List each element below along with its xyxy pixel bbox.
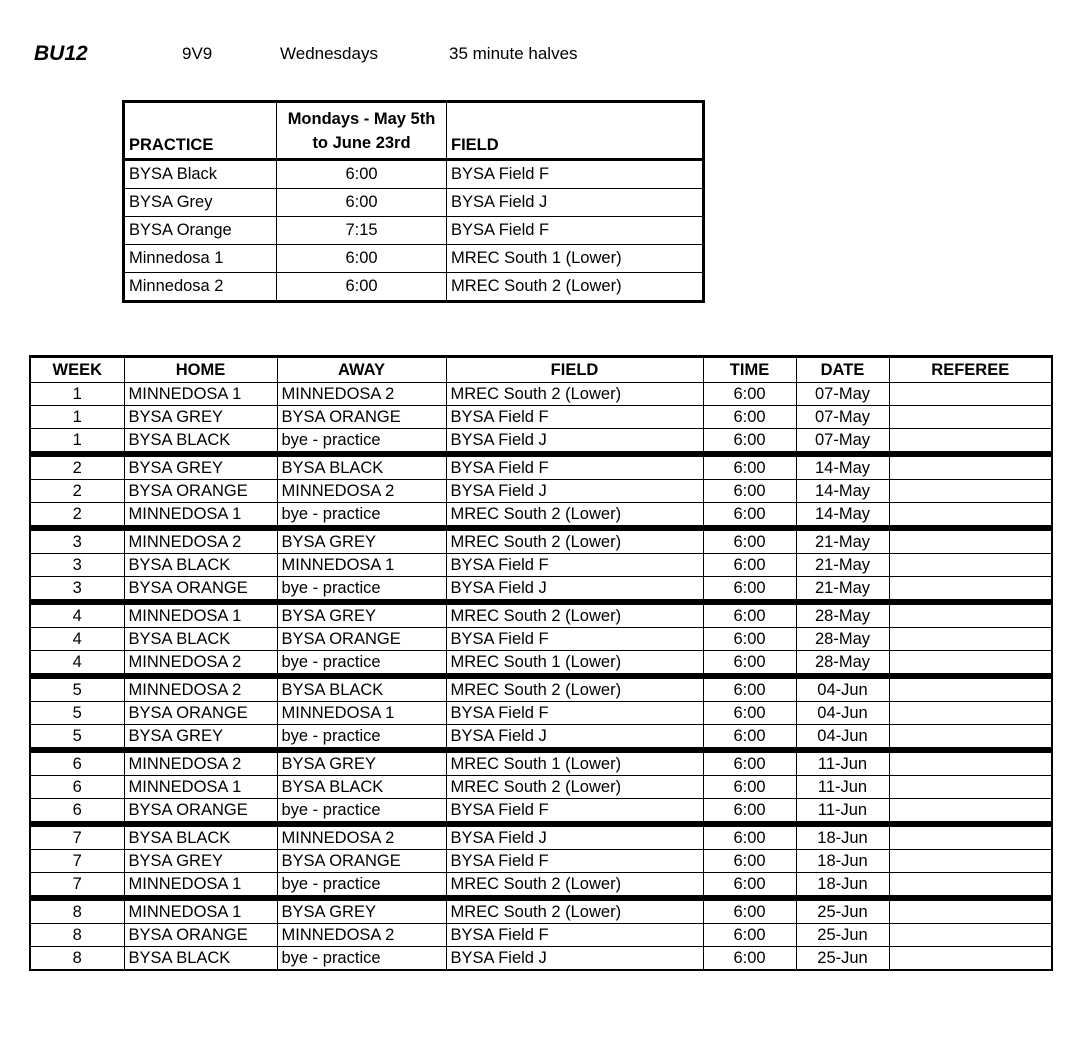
field-cell: MREC South 2 (Lower) <box>446 776 703 799</box>
table-row <box>30 480 1052 503</box>
away-cell: BYSA ORANGE <box>277 850 446 873</box>
schedule-table <box>29 355 1053 971</box>
week-cell: 8 <box>30 924 124 947</box>
table-row <box>30 577 1052 603</box>
week-cell: 1 <box>30 383 124 406</box>
home-cell: MINNEDOSA 1 <box>124 873 277 899</box>
time-cell: 6:00 <box>703 406 796 429</box>
time-cell: 6:00 <box>703 554 796 577</box>
field-cell: MREC South 2 (Lower) <box>446 528 703 554</box>
game-format: 9V9 <box>182 44 213 63</box>
date-cell: 28-May <box>796 602 889 628</box>
referee-cell[interactable] <box>889 651 1052 677</box>
time-cell: 6:00 <box>703 824 796 850</box>
table-row <box>30 383 1052 406</box>
field-cell: BYSA Field J <box>446 824 703 850</box>
referee-cell[interactable] <box>889 528 1052 554</box>
field-cell: BYSA Field F <box>446 454 703 480</box>
time-cell: 6:00 <box>703 725 796 751</box>
away-cell: bye - practice <box>277 725 446 751</box>
away-cell: bye - practice <box>277 947 446 971</box>
practice-team: BYSA Black <box>124 160 277 189</box>
date-cell: 25-Jun <box>796 898 889 924</box>
date-cell: 14-May <box>796 503 889 529</box>
home-cell: MINNEDOSA 1 <box>124 898 277 924</box>
away-cell: BYSA GREY <box>277 528 446 554</box>
date-cell: 25-Jun <box>796 924 889 947</box>
week-cell: 3 <box>30 554 124 577</box>
practice-time: 6:00 <box>277 189 447 217</box>
field-cell: MREC South 1 (Lower) <box>446 651 703 677</box>
time-cell: 6:00 <box>703 702 796 725</box>
home-cell: BYSA GREY <box>124 454 277 480</box>
practice-time: 7:15 <box>277 217 447 245</box>
time-cell: 6:00 <box>703 750 796 776</box>
practice-col-field: FIELD <box>447 102 704 160</box>
away-cell: BYSA BLACK <box>277 454 446 480</box>
week-cell: 7 <box>30 873 124 899</box>
date-cell: 04-Jun <box>796 702 889 725</box>
home-cell: BYSA ORANGE <box>124 799 277 825</box>
halves-length: 35 minute halves <box>449 44 578 63</box>
col-home: HOME <box>124 357 277 383</box>
field-cell: MREC South 2 (Lower) <box>446 873 703 899</box>
col-referee: REFEREE <box>889 357 1052 383</box>
practice-team: Minnedosa 1 <box>124 245 277 273</box>
field-cell: BYSA Field J <box>446 725 703 751</box>
away-cell: BYSA ORANGE <box>277 628 446 651</box>
table-row <box>30 898 1052 924</box>
practice-field: MREC South 1 (Lower) <box>447 245 704 273</box>
date-cell: 28-May <box>796 651 889 677</box>
table-row <box>30 676 1052 702</box>
referee-cell[interactable] <box>889 383 1052 406</box>
date-cell: 07-May <box>796 429 889 455</box>
week-cell: 6 <box>30 776 124 799</box>
time-cell: 6:00 <box>703 850 796 873</box>
table-row <box>30 824 1052 850</box>
week-cell: 5 <box>30 702 124 725</box>
week-cell: 5 <box>30 725 124 751</box>
time-cell: 6:00 <box>703 602 796 628</box>
date-cell: 04-Jun <box>796 676 889 702</box>
table-row <box>30 947 1052 971</box>
practice-time: 6:00 <box>277 160 447 189</box>
home-cell: BYSA BLACK <box>124 628 277 651</box>
practice-table <box>122 100 705 303</box>
table-row <box>30 776 1052 799</box>
home-cell: BYSA GREY <box>124 725 277 751</box>
referee-cell[interactable] <box>889 799 1052 825</box>
table-row <box>30 429 1052 455</box>
field-cell: BYSA Field F <box>446 924 703 947</box>
home-cell: BYSA BLACK <box>124 554 277 577</box>
referee-cell[interactable] <box>889 898 1052 924</box>
week-cell: 8 <box>30 898 124 924</box>
col-date: DATE <box>796 357 889 383</box>
date-cell: 21-May <box>796 554 889 577</box>
away-cell: bye - practice <box>277 429 446 455</box>
table-row <box>30 628 1052 651</box>
home-cell: BYSA BLACK <box>124 429 277 455</box>
time-cell: 6:00 <box>703 651 796 677</box>
week-cell: 6 <box>30 750 124 776</box>
week-cell: 7 <box>30 850 124 873</box>
referee-cell[interactable] <box>889 676 1052 702</box>
away-cell: MINNEDOSA 2 <box>277 480 446 503</box>
referee-cell[interactable] <box>889 480 1052 503</box>
week-cell: 2 <box>30 503 124 529</box>
referee-cell[interactable] <box>889 628 1052 651</box>
time-cell: 6:00 <box>703 577 796 603</box>
field-cell: BYSA Field J <box>446 429 703 455</box>
time-cell: 6:00 <box>703 947 796 971</box>
home-cell: BYSA GREY <box>124 406 277 429</box>
table-row <box>30 406 1052 429</box>
time-cell: 6:00 <box>703 528 796 554</box>
week-cell: 1 <box>30 406 124 429</box>
practice-field: BYSA Field F <box>447 217 704 245</box>
date-cell: 21-May <box>796 577 889 603</box>
week-cell: 6 <box>30 799 124 825</box>
field-cell: MREC South 2 (Lower) <box>446 602 703 628</box>
away-cell: bye - practice <box>277 577 446 603</box>
date-cell: 11-Jun <box>796 776 889 799</box>
time-cell: 6:00 <box>703 799 796 825</box>
home-cell: BYSA ORANGE <box>124 702 277 725</box>
home-cell: BYSA ORANGE <box>124 577 277 603</box>
week-cell: 2 <box>30 454 124 480</box>
away-cell: BYSA GREY <box>277 602 446 628</box>
field-cell: BYSA Field J <box>446 480 703 503</box>
table-row <box>30 873 1052 899</box>
week-cell: 8 <box>30 947 124 971</box>
referee-cell[interactable] <box>889 725 1052 751</box>
home-cell: BYSA BLACK <box>124 947 277 971</box>
week-cell: 2 <box>30 480 124 503</box>
time-cell: 6:00 <box>703 628 796 651</box>
page-title: BU12 <box>34 42 88 65</box>
home-cell: BYSA ORANGE <box>124 480 277 503</box>
week-cell: 5 <box>30 676 124 702</box>
practice-col-team: PRACTICE <box>124 102 277 160</box>
away-cell: MINNEDOSA 1 <box>277 702 446 725</box>
table-row <box>30 503 1052 529</box>
date-cell: 14-May <box>796 480 889 503</box>
date-cell: 18-Jun <box>796 873 889 899</box>
time-cell: 6:00 <box>703 898 796 924</box>
date-cell: 11-Jun <box>796 799 889 825</box>
field-cell: MREC South 1 (Lower) <box>446 750 703 776</box>
home-cell: MINNEDOSA 2 <box>124 651 277 677</box>
practice-row <box>124 245 704 273</box>
table-row <box>30 799 1052 825</box>
field-cell: BYSA Field F <box>446 406 703 429</box>
referee-cell[interactable] <box>889 947 1052 971</box>
referee-cell[interactable] <box>889 429 1052 455</box>
date-cell: 07-May <box>796 383 889 406</box>
practice-row <box>124 160 704 189</box>
table-row <box>30 454 1052 480</box>
time-cell: 6:00 <box>703 383 796 406</box>
time-cell: 6:00 <box>703 454 796 480</box>
field-cell: BYSA Field F <box>446 850 703 873</box>
away-cell: bye - practice <box>277 503 446 529</box>
practice-row <box>124 273 704 302</box>
date-cell: 28-May <box>796 628 889 651</box>
table-row <box>30 924 1052 947</box>
away-cell: MINNEDOSA 2 <box>277 824 446 850</box>
practice-time: 6:00 <box>277 245 447 273</box>
field-cell: BYSA Field F <box>446 702 703 725</box>
referee-cell[interactable] <box>889 503 1052 529</box>
field-cell: MREC South 2 (Lower) <box>446 383 703 406</box>
table-row <box>30 750 1052 776</box>
field-cell: BYSA Field F <box>446 554 703 577</box>
field-cell: BYSA Field F <box>446 628 703 651</box>
away-cell: BYSA GREY <box>277 898 446 924</box>
referee-cell[interactable] <box>889 824 1052 850</box>
away-cell: BYSA ORANGE <box>277 406 446 429</box>
time-cell: 6:00 <box>703 924 796 947</box>
date-cell: 11-Jun <box>796 750 889 776</box>
col-time: TIME <box>703 357 796 383</box>
practice-col-time-line2: to June 23rd <box>312 133 411 152</box>
week-cell: 7 <box>30 824 124 850</box>
referee-cell[interactable] <box>889 750 1052 776</box>
practice-team: Minnedosa 2 <box>124 273 277 302</box>
date-cell: 14-May <box>796 454 889 480</box>
field-cell: MREC South 2 (Lower) <box>446 898 703 924</box>
field-cell: MREC South 2 (Lower) <box>446 676 703 702</box>
practice-col-time-line1: Mondays - May 5th <box>287 109 436 128</box>
practice-time: 6:00 <box>277 273 447 302</box>
field-cell: MREC South 2 (Lower) <box>446 503 703 529</box>
practice-field: MREC South 2 (Lower) <box>447 273 704 302</box>
away-cell: BYSA GREY <box>277 750 446 776</box>
referee-cell[interactable] <box>889 454 1052 480</box>
week-cell: 4 <box>30 651 124 677</box>
practice-row <box>124 189 704 217</box>
col-away: AWAY <box>277 357 446 383</box>
away-cell: MINNEDOSA 2 <box>277 924 446 947</box>
practice-header-row <box>124 102 704 160</box>
home-cell: MINNEDOSA 1 <box>124 503 277 529</box>
practice-team: BYSA Orange <box>124 217 277 245</box>
away-cell: MINNEDOSA 1 <box>277 554 446 577</box>
home-cell: MINNEDOSA 2 <box>124 676 277 702</box>
week-cell: 3 <box>30 577 124 603</box>
date-cell: 18-Jun <box>796 824 889 850</box>
away-cell: bye - practice <box>277 651 446 677</box>
referee-cell[interactable] <box>889 602 1052 628</box>
date-cell: 21-May <box>796 528 889 554</box>
field-cell: BYSA Field J <box>446 577 703 603</box>
week-cell: 3 <box>30 528 124 554</box>
table-row <box>30 602 1052 628</box>
referee-cell[interactable] <box>889 577 1052 603</box>
referee-cell[interactable] <box>889 873 1052 899</box>
home-cell: MINNEDOSA 2 <box>124 750 277 776</box>
table-row <box>30 702 1052 725</box>
home-cell: BYSA ORANGE <box>124 924 277 947</box>
time-cell: 6:00 <box>703 776 796 799</box>
home-cell: MINNEDOSA 1 <box>124 776 277 799</box>
schedule-header-row <box>30 357 1052 383</box>
referee-cell[interactable] <box>889 554 1052 577</box>
col-field: FIELD <box>446 357 703 383</box>
table-row <box>30 528 1052 554</box>
time-cell: 6:00 <box>703 873 796 899</box>
away-cell: BYSA BLACK <box>277 776 446 799</box>
away-cell: bye - practice <box>277 799 446 825</box>
table-row <box>30 554 1052 577</box>
week-cell: 4 <box>30 628 124 651</box>
referee-cell[interactable] <box>889 702 1052 725</box>
home-cell: BYSA BLACK <box>124 824 277 850</box>
time-cell: 6:00 <box>703 480 796 503</box>
table-row <box>30 651 1052 677</box>
referee-cell[interactable] <box>889 850 1052 873</box>
date-cell: 25-Jun <box>796 947 889 971</box>
home-cell: MINNEDOSA 2 <box>124 528 277 554</box>
table-row <box>30 725 1052 751</box>
home-cell: MINNEDOSA 1 <box>124 602 277 628</box>
referee-cell[interactable] <box>889 406 1052 429</box>
week-cell: 4 <box>30 602 124 628</box>
away-cell: MINNEDOSA 2 <box>277 383 446 406</box>
away-cell: bye - practice <box>277 873 446 899</box>
home-cell: MINNEDOSA 1 <box>124 383 277 406</box>
game-day: Wednesdays <box>280 44 378 63</box>
time-cell: 6:00 <box>703 503 796 529</box>
practice-team: BYSA Grey <box>124 189 277 217</box>
referee-cell[interactable] <box>889 776 1052 799</box>
home-cell: BYSA GREY <box>124 850 277 873</box>
time-cell: 6:00 <box>703 676 796 702</box>
date-cell: 04-Jun <box>796 725 889 751</box>
date-cell: 18-Jun <box>796 850 889 873</box>
practice-row <box>124 217 704 245</box>
table-row <box>30 850 1052 873</box>
practice-field: BYSA Field J <box>447 189 704 217</box>
away-cell: BYSA BLACK <box>277 676 446 702</box>
time-cell: 6:00 <box>703 429 796 455</box>
practice-field: BYSA Field F <box>447 160 704 189</box>
field-cell: BYSA Field F <box>446 799 703 825</box>
date-cell: 07-May <box>796 406 889 429</box>
practice-col-time <box>277 102 447 160</box>
week-cell: 1 <box>30 429 124 455</box>
col-week: WEEK <box>30 357 124 383</box>
referee-cell[interactable] <box>889 924 1052 947</box>
field-cell: BYSA Field J <box>446 947 703 971</box>
